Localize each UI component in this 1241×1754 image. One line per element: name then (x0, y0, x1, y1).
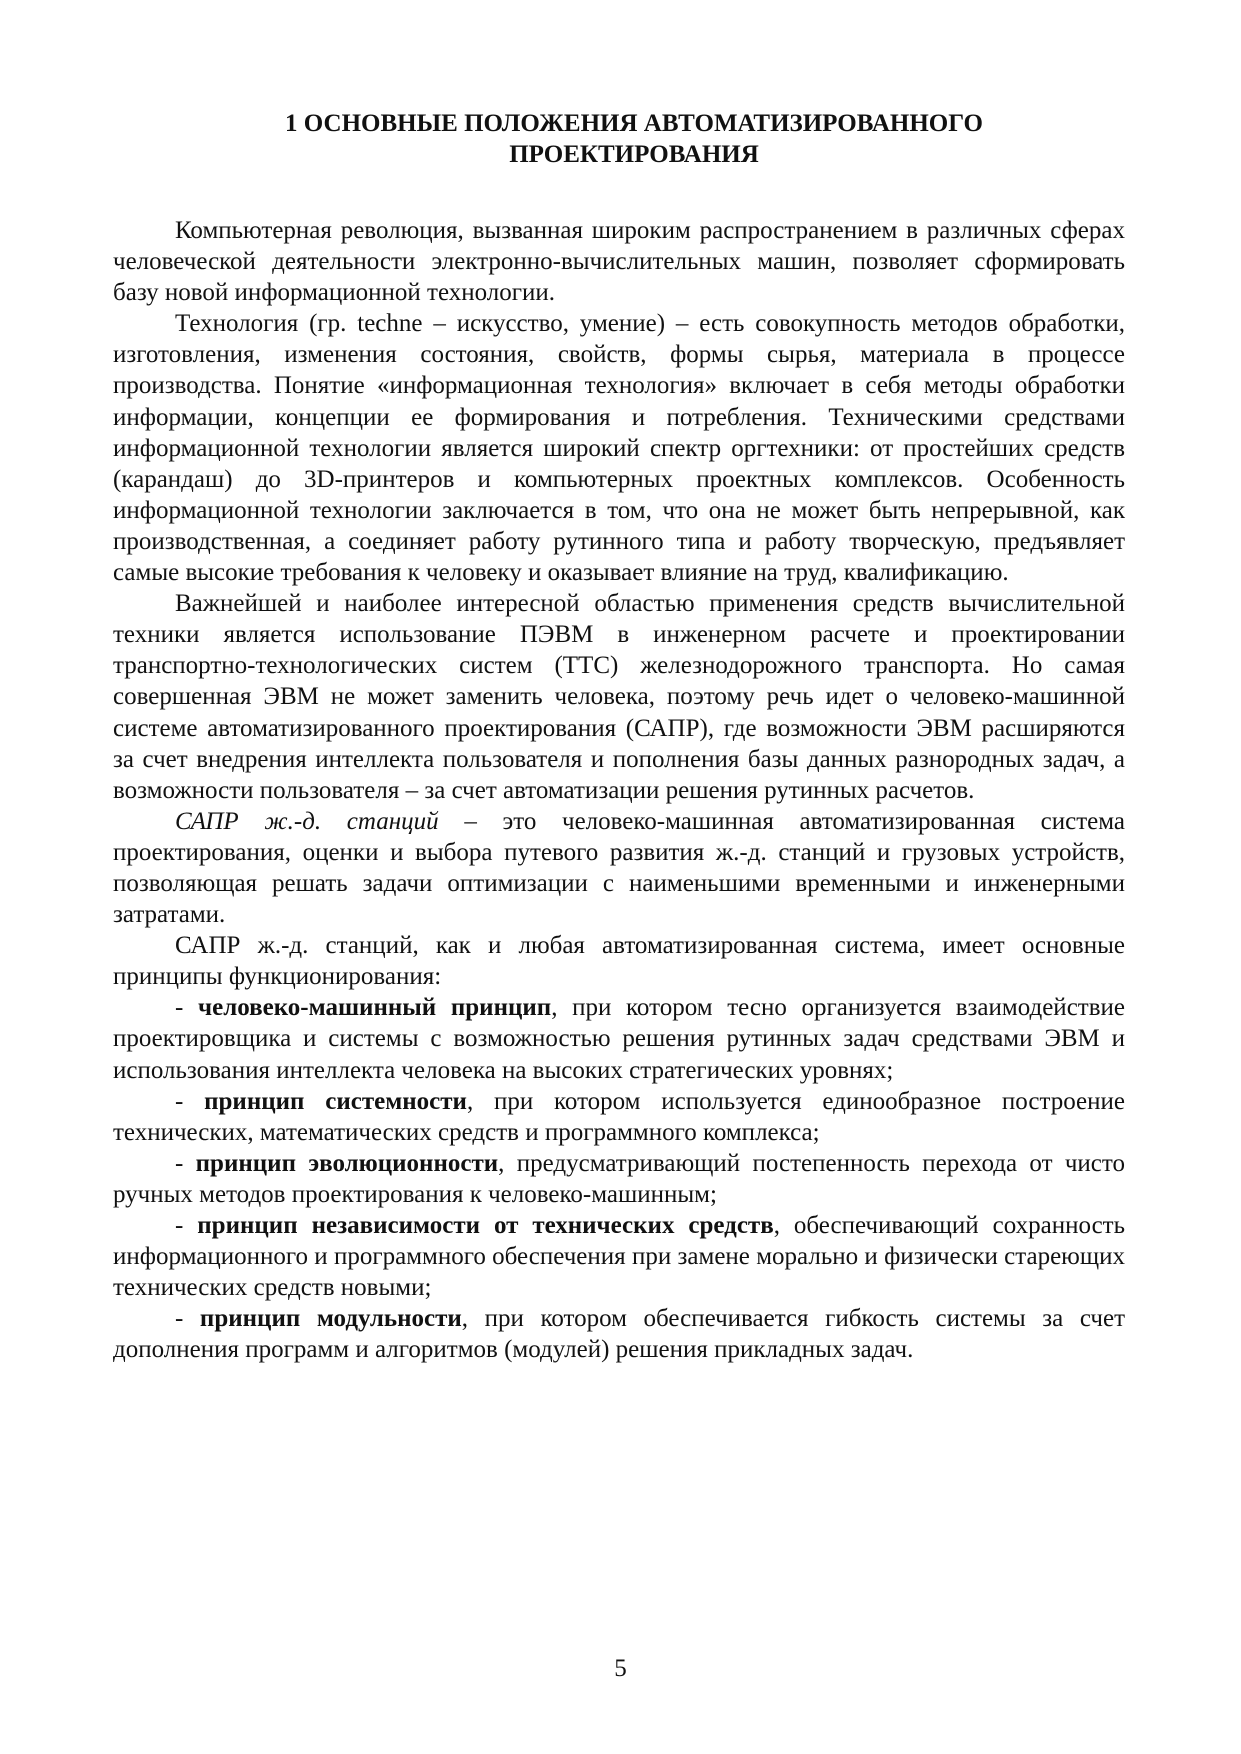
document-page (113, 108, 1125, 1365)
principle-text: , при котором используется единообразное построение технических, математических средств и программного комплекса; (113, 1087, 1126, 1146)
paragraph-cad-definition (113, 806, 1125, 930)
paragraph-principles-intro: САПР ж.-д. станций, как и любая автоматизированная система, имеет основные принципы функционирования: (113, 932, 1125, 991)
principle-text: , при котором тесно организуется взаимодействие проектировщика и системы с возможностью решения рутинных задач средствами ЭВМ и использования интеллекта человека на высоких стратегических уровнях; (113, 994, 1125, 1084)
principle-term: принцип модульности (199, 1305, 462, 1333)
principle-item: - принцип системности, при котором используется единообразное построение технических, математических средств и программного комплекса; (113, 1087, 1126, 1146)
paragraph-intro: Компьютерная революция, вызванная широким распространением в различных сферах человеческой деятельности электронно-вычислительных машин, позволяет сформировать базу новой информационной технологии. (113, 217, 1125, 307)
chapter-heading-line-2: ПРОЕКТИРОВАНИЯ (509, 141, 759, 168)
paragraph-technology: Технология (гр. techne – искусство, умение) – есть совокупность методов обработки, изготовления, изменения состояния, свойств, формы сырья, материала в процессе производства. Понятие «информационная технология» включает в себя методы обработки информации, концепции ее формирования и потребления. Техническими средствами информационной технологии является широкий спектр оргтехники: от простейших средств (карандаш) до 3D-принтеров и компьютерных проектных комплексов. Особенность информационной технологии заключается в том, что она не может быть непрерывной, как производственная, а соединяет работу рутинного типа и работу творческую, предъявляет самые высокие требования к человеку и оказывает влияние на труд, квалификацию. (113, 310, 1125, 587)
page-number: 5 (614, 1655, 627, 1682)
paragraph-computing-application: Важнейшей и наиболее интересной областью применения средств вычислительной техники является использование ПЭВМ в инженерном расчете и проектировании транспортно-технологических систем (ТТС) железнодорожного транспорта. Но самая совершенная ЭВМ не может заменить человека, поэтому речь идет о человеко-машинной системе автоматизированного проектирования (САПР), где возможности ЭВМ расширяются за счет внедрения интеллекта пользователя и пополнения базы данных разнородных задач, а возможности пользователя – за счет автоматизации решения рутинных расчетов. (113, 590, 1125, 804)
principle-term: принцип независимости от технических средств (197, 1212, 774, 1239)
principle-term: принцип эволюционности (195, 1149, 499, 1177)
chapter-heading-line-1: 1 ОСНОВНЫЕ ПОЛОЖЕНИЯ АВТОМАТИЗИРОВАННОГО (285, 110, 983, 137)
principle-item: - принцип модульности, при котором обеспечивается гибкость системы за счет дополнения программ и алгоритмов (модулей) решения прикладных задач. (113, 1305, 1126, 1364)
principle-item: - принцип эволюционности, предусматривающий постепенность перехода от чисто ручных методов проектирования к человеко-машинным; (113, 1149, 1125, 1208)
principle-text: , при котором обеспечивается гибкость системы за счет дополнения программ и алгоритмов (модулей) решения прикладных задач. (113, 1305, 1126, 1364)
chapter-heading (113, 108, 1125, 170)
principle-term: человеко-машинный принцип (198, 994, 552, 1022)
principle-term: принцип системности (204, 1087, 467, 1115)
principle-item: - человеко-машинный принцип, при котором тесно организуется взаимодействие проектировщика и системы с возможностью решения рутинных задач средствами ЭВМ и использования интеллекта человека на высоких стратегических уровнях; (113, 994, 1125, 1084)
principle-item: - принцип независимости от технических средств, обеспечивающий сохранность информационного и программного обеспечения при замене морально и физически стареющих технических средств новыми; (113, 1212, 1126, 1302)
principle-text: , обеспечивающий сохранность информационного и программного обеспечения при замене морально и физически стареющих технических средств новыми; (113, 1212, 1126, 1302)
cad-term: САПР ж.-д. станций (175, 807, 439, 835)
cad-definition-text: – это человеко-машинная автоматизированная система проектирования, оценки и выбора путевого развития ж.-д. станций и грузовых устройств, позволяющая решать задачи оптимизации с наименьшими временными и инженерными затратами. (113, 807, 1125, 929)
principle-text: , предусматривающий постепенность перехода от чисто ручных методов проектирования к человеко-машинным; (113, 1149, 1125, 1208)
